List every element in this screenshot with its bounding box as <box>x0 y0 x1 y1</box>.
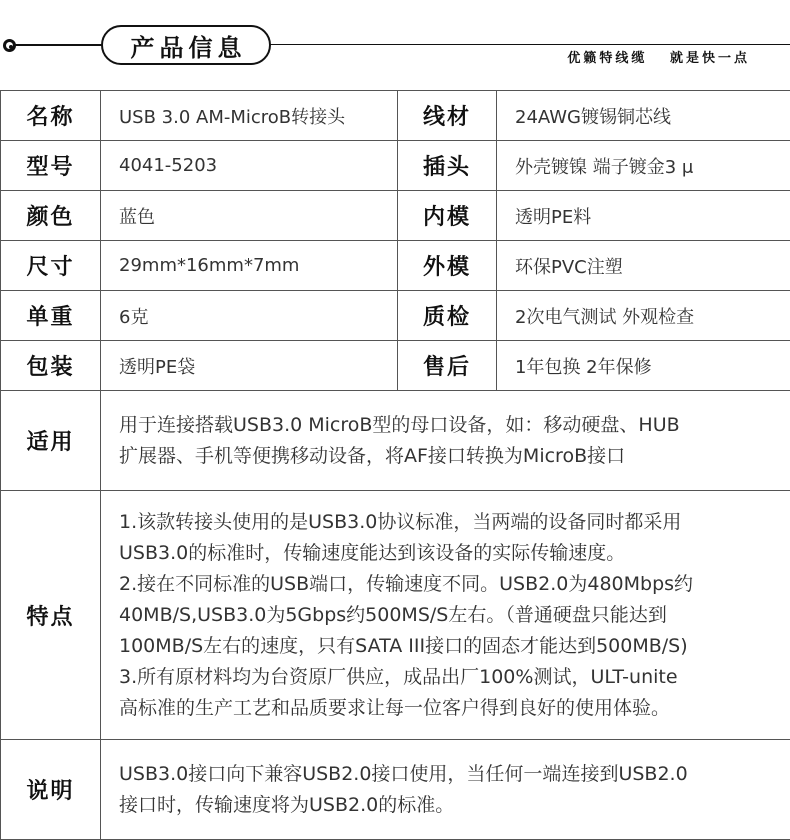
features-row <box>1 491 790 740</box>
spec-label: 颜色 <box>1 191 101 241</box>
spec-row <box>1 91 790 141</box>
usage-label: 适用 <box>1 391 101 491</box>
spec-label: 包装 <box>1 341 101 391</box>
spec-label: 售后 <box>398 341 497 391</box>
spec-row <box>1 341 790 391</box>
feature-line: 1.该款转接头使用的是USB3.0协议标准，当两端的设备同时都采用 <box>119 510 682 533</box>
usage-row <box>1 391 790 491</box>
spec-value: 透明PE袋 <box>101 341 398 391</box>
spec-value: 24AWG镀锡铜芯线 <box>497 91 790 141</box>
spec-row <box>1 141 790 191</box>
spec-label: 插头 <box>398 141 497 191</box>
feature-line: 100MB/S左右的速度，只有SATA III接口的固态才能达到500MB/S) <box>119 634 688 657</box>
spec-value: 环保PVC注塑 <box>497 241 790 291</box>
spec-value: 6克 <box>101 291 398 341</box>
usage-line: 用于连接搭载USB3.0 MicroB型的母口设备，如：移动硬盘、HUB <box>119 413 680 436</box>
section-header <box>0 0 790 90</box>
spec-value: 1年包换 2年保修 <box>497 341 790 391</box>
spec-label: 单重 <box>1 291 101 341</box>
spec-label: 质检 <box>398 291 497 341</box>
feature-line: 3.所有原材料均为台资原厂供应，成品出厂100%测试，ULT-unite <box>119 665 678 688</box>
spec-label: 型号 <box>1 141 101 191</box>
spec-value: 外壳镀镍 端子镀金3 μ <box>497 141 790 191</box>
spec-row <box>1 241 790 291</box>
spec-label: 外模 <box>398 241 497 291</box>
features-label: 特点 <box>1 491 101 740</box>
feature-line: 高标准的生产工艺和品质要求让每一位客户得到良好的使用体验。 <box>119 696 671 719</box>
spec-label: 名称 <box>1 91 101 141</box>
notes-row <box>1 740 790 840</box>
spec-label: 线材 <box>398 91 497 141</box>
brand-slogan: 优籁特线缆 就是快一点 <box>567 51 750 66</box>
feature-line: USB3.0的标准时，传输速度能达到该设备的实际传输速度。 <box>119 541 626 564</box>
feature-line: 40MB/S,USB3.0为5Gbps约500MS/S左右。（普通硬盘只能达到 <box>119 603 667 626</box>
header-rule-right <box>269 44 790 45</box>
spec-value: 蓝色 <box>101 191 398 241</box>
section-title-pill <box>101 25 271 65</box>
spec-value: 4041-5203 <box>101 141 398 191</box>
section-title: 产品信息 <box>130 33 247 62</box>
notes-text <box>101 740 790 840</box>
notes-label: 说明 <box>1 740 101 840</box>
usage-line: 扩展器、手机等便携移动设备，将AF接口转换为MicroB接口 <box>119 444 626 467</box>
spec-value: 透明PE料 <box>497 191 790 241</box>
product-spec-table <box>0 90 790 840</box>
spec-value: 2次电气测试 外观检查 <box>497 291 790 341</box>
spec-label: 尺寸 <box>1 241 101 291</box>
feature-line: 2.接在不同标准的USB端口，传输速度不同。USB2.0为480Mbps约 <box>119 572 694 595</box>
spec-row <box>1 291 790 341</box>
features-text <box>101 491 790 740</box>
notes-line: USB3.0接口向下兼容USB2.0接口使用，当任何一端连接到USB2.0 <box>119 762 688 785</box>
spec-value: USB 3.0 AM-MicroB转接头 <box>101 91 398 141</box>
spec-row <box>1 191 790 241</box>
spec-label: 内模 <box>398 191 497 241</box>
usage-text <box>101 391 790 491</box>
spec-value: 29mm*16mm*7mm <box>101 241 398 291</box>
notes-line: 接口时，传输速度将为USB2.0的标准。 <box>119 793 455 816</box>
header-rule-left <box>15 44 105 46</box>
